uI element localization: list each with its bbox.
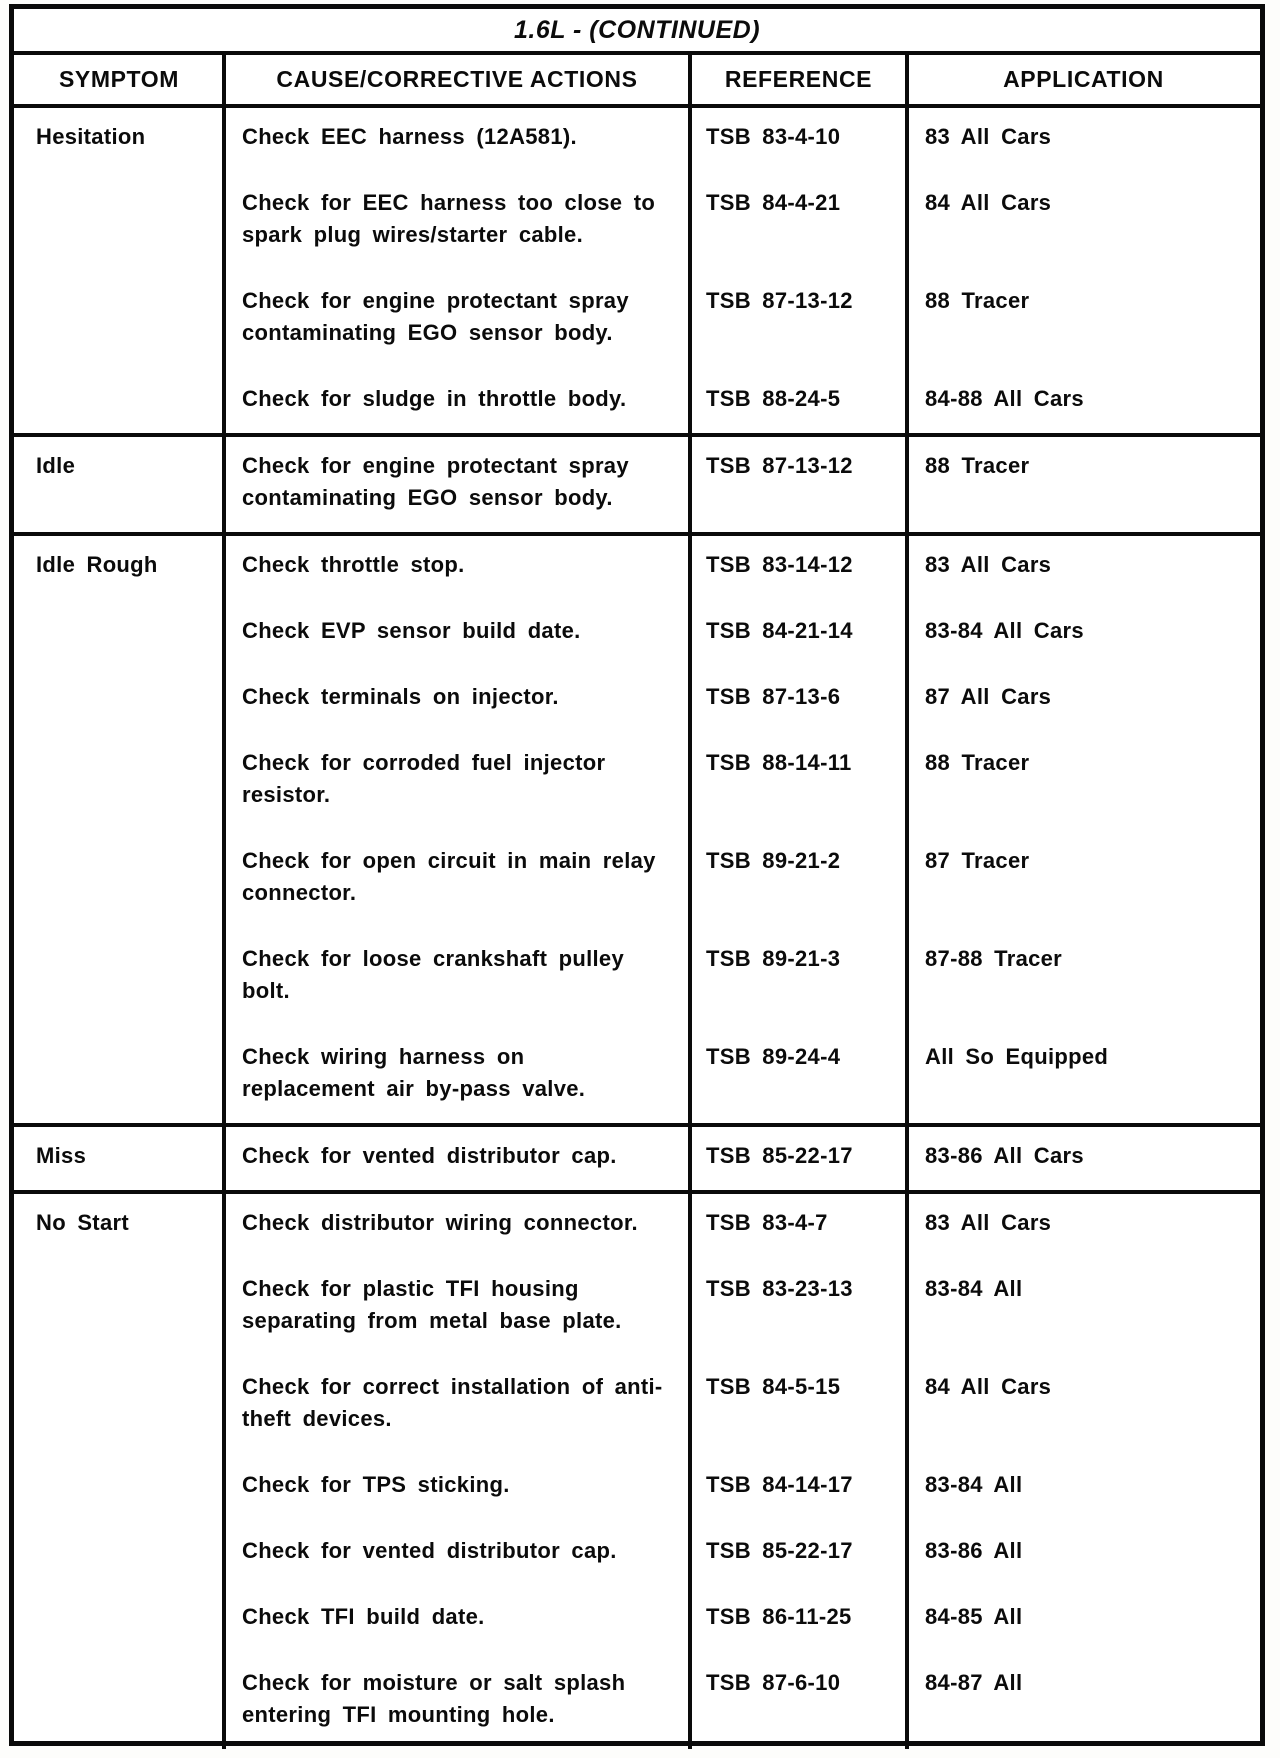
cause-cell: Check terminals on injector. (242, 684, 559, 709)
reference-cell: TSB 84-4-21 (706, 190, 841, 215)
reference-cell: TSB 84-21-14 (706, 618, 853, 643)
reference-cell: TSB 89-21-3 (706, 946, 841, 971)
cause-cell: Check for vented distributor cap. (242, 1143, 617, 1168)
table-row (14, 108, 1260, 433)
application-cell: 88 Tracer (925, 750, 1030, 775)
cause-cell: Check wiring harness on replacement air by-pass valve. (242, 1044, 586, 1101)
reference-cell: TSB 83-4-7 (706, 1210, 828, 1235)
column-header-cause: CAUSE/CORRECTIVE ACTIONS (276, 66, 638, 92)
column-header-reference: REFERENCE (724, 66, 873, 92)
reference-cell: TSB 85-22-17 (706, 1143, 853, 1168)
column-divider (688, 1127, 692, 1190)
application-cell: 84-87 All (925, 1670, 1023, 1695)
symptom-cell: Hesitation (36, 124, 146, 149)
symptom-cell: No Start (36, 1210, 129, 1235)
cause-cell: Check for TPS sticking. (242, 1472, 510, 1497)
application-cell: 83 All Cars (925, 552, 1052, 577)
application-cell: 84-88 All Cars (925, 386, 1084, 411)
reference-cell: TSB 83-14-12 (706, 552, 853, 577)
column-divider (222, 55, 226, 104)
cause-cell: Check EVP sensor build date. (242, 618, 581, 643)
reference-cell: TSB 84-5-15 (706, 1374, 841, 1399)
table-row (14, 1123, 1260, 1190)
column-divider (222, 437, 226, 532)
application-cell: 87 Tracer (925, 848, 1030, 873)
column-header-symptom: SYMPTOM (58, 66, 180, 92)
symptom-cell: Miss (36, 1143, 87, 1168)
application-cell: 83-86 All Cars (925, 1143, 1084, 1168)
cause-cell: Check for sludge in throttle body. (242, 386, 627, 411)
column-divider (222, 108, 226, 433)
reference-cell: TSB 87-13-12 (706, 453, 853, 478)
reference-cell: TSB 85-22-17 (706, 1538, 853, 1563)
table-row (14, 433, 1260, 532)
reference-cell: TSB 87-13-6 (706, 684, 841, 709)
cause-cell: Check throttle stop. (242, 552, 465, 577)
reference-cell: TSB 87-13-12 (706, 288, 853, 313)
column-divider (905, 437, 909, 532)
column-divider (222, 1127, 226, 1190)
cause-cell: Check for EEC harness too close to spark plug wires/starter cable. (242, 190, 656, 247)
reference-cell: TSB 89-24-4 (706, 1044, 841, 1069)
application-cell: 87 All Cars (925, 684, 1052, 709)
table-body (14, 108, 1260, 1749)
reference-cell: TSB 86-11-25 (706, 1604, 852, 1629)
cause-cell: Check TFI build date. (242, 1604, 485, 1629)
symptom-cell: Idle Rough (36, 552, 158, 577)
application-cell: 87-88 Tracer (925, 946, 1063, 971)
column-divider (222, 1194, 226, 1749)
reference-cell: TSB 84-14-17 (706, 1472, 853, 1497)
table-row (14, 532, 1260, 1123)
cause-cell: Check distributor wiring connector. (242, 1210, 638, 1235)
table-title: 1.6L - (CONTINUED) (14, 9, 1260, 55)
column-divider (905, 108, 909, 433)
application-cell: 83 All Cars (925, 1210, 1052, 1235)
application-cell: 83-84 All (925, 1276, 1023, 1301)
table-row (14, 1190, 1260, 1749)
column-divider (222, 536, 226, 1123)
application-cell: 84-85 All (925, 1604, 1023, 1629)
column-divider (905, 55, 909, 104)
cause-cell: Check for plastic TFI housing separating from metal base plate. (242, 1276, 622, 1333)
cause-cell: Check for engine protectant spray contaminating EGO sensor body. (242, 288, 629, 345)
reference-cell: TSB 89-21-2 (706, 848, 841, 873)
cause-cell: Check for correct installation of anti-theft devices. (242, 1374, 663, 1431)
table-header (14, 55, 1260, 108)
column-divider (688, 536, 692, 1123)
column-divider (905, 536, 909, 1123)
tsb-diagnostic-table (9, 4, 1265, 1746)
cause-cell: Check EEC harness (12A581). (242, 124, 577, 149)
column-divider (905, 1194, 909, 1749)
cause-cell: Check for moisture or salt splash entering TFI mounting hole. (242, 1670, 626, 1727)
column-divider (905, 1127, 909, 1190)
application-cell: 83-84 All (925, 1472, 1023, 1497)
cause-cell: Check for vented distributor cap. (242, 1538, 617, 1563)
symptom-cell: Idle (36, 453, 76, 478)
cause-cell: Check for loose crankshaft pulley bolt. (242, 946, 625, 1003)
reference-cell: TSB 83-23-13 (706, 1276, 853, 1301)
application-cell: 83 All Cars (925, 124, 1052, 149)
column-divider (688, 437, 692, 532)
column-divider (688, 55, 692, 104)
column-divider (688, 108, 692, 433)
application-cell: All So Equipped (925, 1044, 1109, 1069)
cause-cell: Check for engine protectant spray contaminating EGO sensor body. (242, 453, 629, 510)
application-cell: 84 All Cars (925, 1374, 1052, 1399)
reference-cell: TSB 87-6-10 (706, 1670, 841, 1695)
reference-cell: TSB 83-4-10 (706, 124, 841, 149)
reference-cell: TSB 88-24-5 (706, 386, 841, 411)
application-cell: 83-86 All (925, 1538, 1023, 1563)
cause-cell: Check for corroded fuel injector resistor. (242, 750, 606, 807)
application-cell: 84 All Cars (925, 190, 1052, 215)
column-divider (688, 1194, 692, 1749)
application-cell: 83-84 All Cars (925, 618, 1084, 643)
application-cell: 88 Tracer (925, 453, 1030, 478)
reference-cell: TSB 88-14-11 (706, 750, 852, 775)
cause-cell: Check for open circuit in main relay connector. (242, 848, 656, 905)
application-cell: 88 Tracer (925, 288, 1030, 313)
column-header-application: APPLICATION (1003, 66, 1164, 92)
